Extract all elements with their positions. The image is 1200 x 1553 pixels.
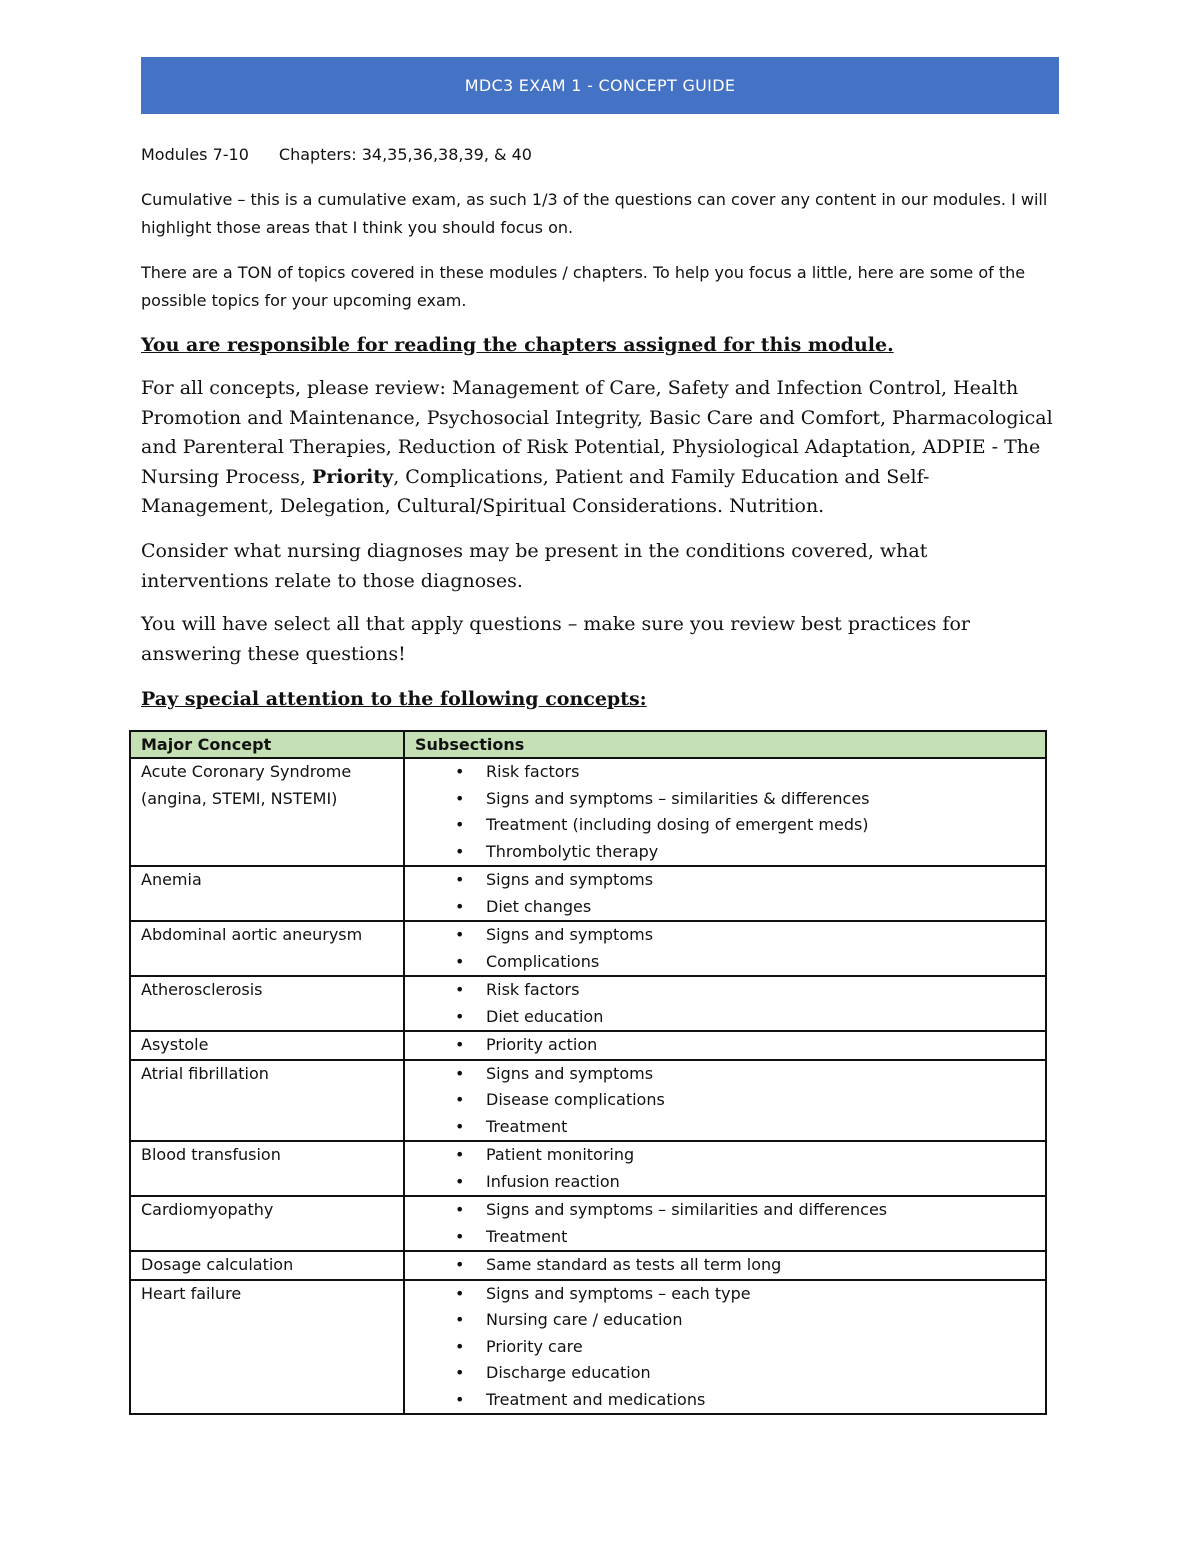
header-major-concept: Major Concept xyxy=(130,731,404,758)
subsection-text: Priority care xyxy=(486,1336,583,1356)
subsections-cell xyxy=(404,758,1046,866)
table-body xyxy=(130,758,1046,1414)
subsection-text: Treatment xyxy=(486,1226,568,1246)
subsection-text: Treatment (including dosing of emergent meds) xyxy=(486,815,869,834)
review-text-before: For all concepts, please review: Management of Care, Safety and Infection Control, Health Promotion and Maintenance, Psychosocial Integrity, Basic Care and Comfort, Pharmacological and Parenteral Therapies, Reduction of Risk Potential, Physiological Adaptation, ADPIE - The Nursing Process, xyxy=(141,377,1053,488)
list-item xyxy=(415,1032,1045,1059)
bullet-icon: • xyxy=(455,1200,465,1219)
subsection-text: Complications xyxy=(486,951,600,971)
subsection-text: Signs and symptoms – similarities & differences xyxy=(486,788,870,808)
concepts-table xyxy=(129,730,1047,1415)
table-row xyxy=(130,758,1046,866)
bullet-icon: • xyxy=(455,1283,465,1303)
list-item xyxy=(415,1114,1045,1141)
cumulative-paragraph: Cumulative – this is a cumulative exam, as such 1/3 of the questions can cover any content in our modules. I will highlight those areas that I think you should focus on. xyxy=(141,190,1048,237)
bullet-icon: • xyxy=(455,951,465,971)
subsection-text: Signs and symptoms xyxy=(486,925,654,944)
subsection-text: Disease complications xyxy=(486,1090,665,1109)
concept-cell: Atrial fibrillation xyxy=(130,1060,404,1142)
subsection-list xyxy=(415,1281,1045,1414)
subsection-list xyxy=(415,1142,1045,1195)
subsection-list xyxy=(415,1061,1045,1141)
table-row xyxy=(130,976,1046,1031)
concept-cell: Abdominal aortic aneurysm xyxy=(130,921,404,976)
diagnoses-paragraph: Consider what nursing diagnoses may be present in the conditions covered, what interventions relate to those diagnoses. xyxy=(141,540,928,592)
subsection-text: Infusion reaction xyxy=(486,1171,620,1191)
concept-cell: Atherosclerosis xyxy=(130,976,404,1031)
subsection-text: Same standard as tests all term long xyxy=(486,1255,782,1274)
bullet-icon: • xyxy=(455,1006,465,1026)
chapters-text: Chapters: 34,35,36,38,39, & 40 xyxy=(278,145,532,164)
concept-cell: Dosage calculation xyxy=(130,1251,404,1280)
review-paragraph xyxy=(141,374,1059,522)
bullet-icon: • xyxy=(455,1090,465,1109)
bullet-icon: • xyxy=(455,896,465,916)
subsection-text: Patient monitoring xyxy=(486,1145,635,1164)
bullet-icon: • xyxy=(455,870,465,889)
table-row xyxy=(130,1031,1046,1060)
table-row xyxy=(130,1251,1046,1280)
list-item xyxy=(415,977,1045,1004)
bullet-icon: • xyxy=(455,980,465,999)
header-subsections: Subsections xyxy=(404,731,1046,758)
modules-line xyxy=(141,141,1059,169)
attention-heading: Pay special attention to the following concepts: xyxy=(141,688,647,710)
subsections-cell xyxy=(404,1141,1046,1196)
table-header-row xyxy=(130,731,1046,758)
topics-paragraph: There are a TON of topics covered in these modules / chapters. To help you focus a little, here are some of the possible topics for your upcoming exam. xyxy=(141,263,1026,310)
bullet-icon: • xyxy=(455,815,465,834)
list-item xyxy=(415,1252,1045,1279)
bullet-icon: • xyxy=(455,1171,465,1191)
subsections-cell xyxy=(404,1031,1046,1060)
subsection-text: Discharge education xyxy=(486,1363,651,1382)
subsection-list xyxy=(415,1197,1045,1250)
bullet-icon: • xyxy=(455,841,465,861)
list-item xyxy=(415,1004,1045,1031)
subsection-text: Nursing care / education xyxy=(486,1310,683,1329)
subsections-cell xyxy=(404,976,1046,1031)
bullet-icon: • xyxy=(455,1145,465,1164)
subsection-list xyxy=(415,1252,1045,1279)
subsection-text: Signs and symptoms – each type xyxy=(486,1283,751,1303)
table-row xyxy=(130,921,1046,976)
list-item xyxy=(415,1142,1045,1169)
subsection-text: Signs and symptoms xyxy=(486,1063,654,1083)
bullet-icon: • xyxy=(455,1255,465,1274)
sata-paragraph: You will have select all that apply questions – make sure you review best practices for answering these questions! xyxy=(141,613,970,665)
table-row xyxy=(130,1060,1046,1142)
bullet-icon: • xyxy=(455,925,465,944)
list-item xyxy=(415,1281,1045,1308)
bullet-icon: • xyxy=(455,1336,465,1356)
concept-cell: Heart failure xyxy=(130,1280,404,1415)
subsections-cell xyxy=(404,1060,1046,1142)
subsection-text: Priority action xyxy=(486,1035,598,1054)
table-row xyxy=(130,1196,1046,1251)
review-priority: Priority xyxy=(311,465,394,488)
subsection-list xyxy=(415,867,1045,920)
subsection-list xyxy=(415,1032,1045,1059)
table-row xyxy=(130,866,1046,921)
list-item xyxy=(415,786,1045,813)
header-banner xyxy=(141,57,1059,114)
table-row xyxy=(130,1280,1046,1415)
concept-cell: Cardiomyopathy xyxy=(130,1196,404,1251)
subsection-text: Treatment xyxy=(486,1116,568,1136)
subsection-list xyxy=(415,922,1045,975)
list-item xyxy=(415,1307,1045,1334)
subsections-cell xyxy=(404,866,1046,921)
responsible-heading: You are responsible for reading the chapters assigned for this module. xyxy=(141,334,894,356)
list-item xyxy=(415,1387,1045,1414)
concept-cell: Blood transfusion xyxy=(130,1141,404,1196)
page-title: MDC3 EXAM 1 - CONCEPT GUIDE xyxy=(464,76,736,95)
subsection-text: Diet education xyxy=(486,1006,604,1026)
subsection-text: Diet changes xyxy=(486,896,592,916)
list-item xyxy=(415,1087,1045,1114)
bullet-icon: • xyxy=(455,762,465,781)
list-item xyxy=(415,759,1045,786)
subsection-list xyxy=(415,977,1045,1030)
subsection-text: Treatment and medications xyxy=(486,1389,706,1409)
subsections-cell xyxy=(404,1196,1046,1251)
subsection-text: Signs and symptoms xyxy=(486,870,654,889)
subsections-cell xyxy=(404,921,1046,976)
table-row xyxy=(130,1141,1046,1196)
list-item xyxy=(415,1197,1045,1224)
subsections-cell xyxy=(404,1280,1046,1415)
subsection-text: Signs and symptoms – similarities and differences xyxy=(486,1200,888,1219)
list-item xyxy=(415,894,1045,921)
subsection-text: Risk factors xyxy=(486,762,580,781)
list-item xyxy=(415,1360,1045,1387)
list-item xyxy=(415,1334,1045,1361)
bullet-icon: • xyxy=(455,788,465,808)
list-item xyxy=(415,867,1045,894)
modules-text: Modules 7-10 xyxy=(141,145,249,164)
list-item xyxy=(415,839,1045,866)
subsection-list xyxy=(415,759,1045,865)
bullet-icon: • xyxy=(455,1226,465,1246)
subsection-text: Risk factors xyxy=(486,980,580,999)
list-item xyxy=(415,1061,1045,1088)
concept-cell: Asystole xyxy=(130,1031,404,1060)
bullet-icon: • xyxy=(455,1389,465,1409)
review-text-after: , Complications, Patient and Family Education and Self-Management, Delegation, Cultural/Spiritual Considerations. Nutrition. xyxy=(141,465,930,517)
concept-cell: Anemia xyxy=(130,866,404,921)
bullet-icon: • xyxy=(455,1116,465,1136)
subsection-text: Thrombolytic therapy xyxy=(486,841,659,861)
list-item xyxy=(415,1224,1045,1251)
bullet-icon: • xyxy=(455,1363,465,1382)
list-item xyxy=(415,1169,1045,1196)
bullet-icon: • xyxy=(455,1063,465,1083)
concept-cell: Acute Coronary Syndrome (angina, STEMI, NSTEMI) xyxy=(130,758,404,866)
list-item xyxy=(415,949,1045,976)
list-item xyxy=(415,812,1045,839)
bullet-icon: • xyxy=(455,1035,465,1054)
list-item xyxy=(415,922,1045,949)
subsections-cell xyxy=(404,1251,1046,1280)
bullet-icon: • xyxy=(455,1310,465,1329)
